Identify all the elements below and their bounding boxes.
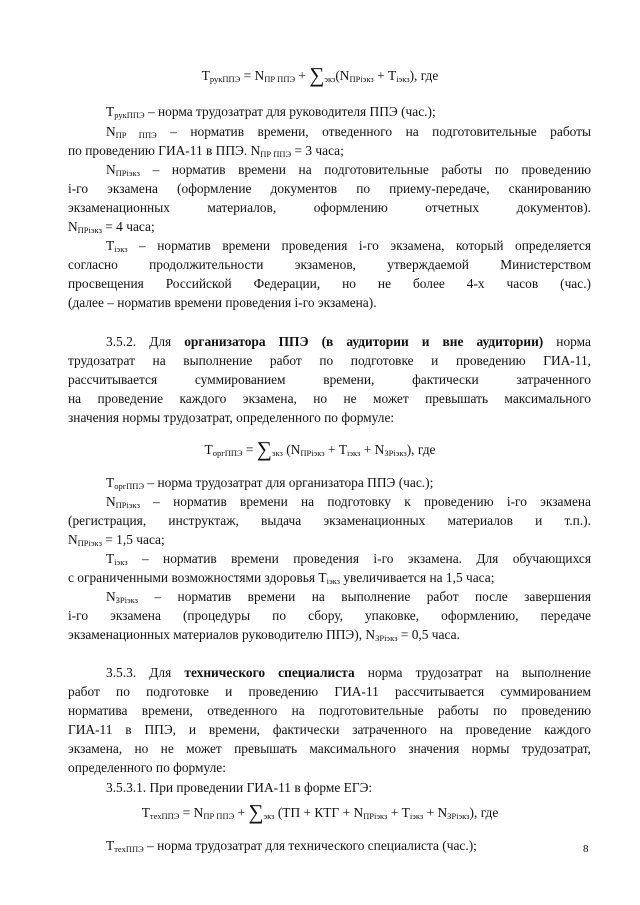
symbol: N — [106, 494, 116, 509]
symbol: N — [106, 589, 116, 604]
definition-line: согласно продолжительности экзаменов, утверждаемой Министерством — [68, 257, 591, 272]
subscript: ПР ППЭ — [115, 130, 157, 140]
definition-text: – норматив времени на подготовку к проведению i-го экзамена — [139, 494, 591, 509]
definition-text: – норматив времени проведения i-го экзамена, который определяется — [127, 238, 591, 253]
definition-line: i-го экзамена (оформление документов по приему-передаче, сканированию — [68, 181, 591, 196]
formula-subscript: ЗРiэкз — [447, 811, 470, 821]
definition-line — [106, 494, 591, 510]
definition-line — [106, 475, 433, 491]
formula-text: (ТП + КТГ + N — [274, 805, 364, 820]
subscript: ПРiэкз — [115, 500, 140, 510]
bold-term: организатора ППЭ (в аудитории и вне аудитории) — [184, 334, 544, 349]
paragraph-text: норма трудозатрат на выполнение — [354, 665, 591, 680]
definition-line — [106, 589, 591, 605]
paragraph-line: ГИА-11 в ППЭ, и времени, фактически затраченного на проведение каждого — [68, 722, 591, 737]
formula-text: ), где — [469, 805, 499, 820]
definition-text: – норматив времени на подготовительные работы по проведению — [139, 162, 591, 177]
formula-text: = N — [240, 68, 265, 83]
formula-subscript: ПРiэкз — [300, 448, 325, 458]
paragraph-line — [106, 334, 591, 350]
formula-subscript: iэкз — [347, 448, 361, 458]
subscript: ЗРiэкз — [115, 595, 139, 605]
definition-text: = 0,5 часа. — [397, 627, 460, 642]
subscript: iэкз — [114, 557, 128, 567]
definition-line — [106, 238, 591, 254]
paragraph-line: трудозатрат на выполнение работ по подготовке и проведению ГИА-11, — [68, 353, 591, 368]
paragraph-text: норма — [543, 334, 591, 349]
formula-subscript: ПРiэкз — [349, 74, 374, 84]
formula-text: + T — [387, 805, 410, 820]
subscript: iэкз — [114, 244, 128, 254]
definition-line: (регистрация, инструктаж, выдача экзаменационных материалов и т.п.). — [68, 513, 591, 528]
formula-text: ), где — [406, 442, 436, 457]
paragraph-text: 3.5.2. Для — [106, 334, 185, 349]
subscript: iэкз — [326, 576, 340, 586]
paragraph-line: на проведение каждого экзамена, но не может превышать максимального — [68, 391, 591, 406]
definition-text: – норматив времени на выполнение работ после завершения — [138, 589, 591, 604]
definition-line — [106, 838, 477, 854]
definition-text: по проведению ГИА-11 в ППЭ. N — [68, 143, 261, 158]
formula-text: = — [242, 442, 257, 457]
definition-text: – норма трудозатрат для организатора ППЭ (час.); — [144, 475, 434, 490]
formula-subscript: ПРiэкз — [363, 811, 388, 821]
formula-subscript: экз — [271, 448, 283, 458]
definition-line — [68, 219, 155, 235]
formula-symbol: T — [204, 442, 213, 457]
definition-line — [106, 104, 436, 120]
symbol: T — [106, 838, 115, 853]
definition-text: = 3 часа; — [291, 143, 344, 158]
paragraph-line: норматива времени, отведенного на подготовительные работы по проведению — [68, 703, 591, 718]
formula-subscript: экз — [263, 811, 275, 821]
definition-line: просвещения Российской Федерации, но не более 4-х часов (час.) — [68, 276, 591, 291]
definition-text: увеличивается на 1,5 часа; — [339, 570, 495, 585]
symbol: T — [106, 475, 115, 490]
subscript: оргППЭ — [114, 481, 145, 491]
paragraph-line: значения нормы трудозатрат, определенного по формуле: — [68, 410, 395, 425]
definition-line — [68, 143, 344, 159]
formula-text: + T — [324, 442, 348, 457]
definition-text: – норматив времени, отведенного на подготовительные работы — [156, 124, 591, 139]
sum-symbol: ∑ — [256, 437, 272, 461]
definition-text: – норма трудозатрат для руководителя ППЭ (час.); — [144, 104, 436, 119]
symbol: T — [106, 104, 115, 119]
formula-text: = N — [179, 805, 204, 820]
formula-subscript: оргППЭ — [212, 448, 243, 458]
formula-tech-ppe — [0, 800, 640, 824]
definition-line: i-го экзамена (процедуры по сбору, упаковке, оформлению, передаче — [68, 608, 591, 623]
definition-line — [68, 570, 494, 586]
definition-text: – норма трудозатрат для технического специалиста (час.); — [143, 838, 477, 853]
formula-subscript: рукППЭ — [209, 74, 241, 84]
subscript: ПРiэкз — [77, 538, 102, 548]
symbol: N — [68, 219, 78, 234]
sum-symbol: ∑ — [309, 63, 325, 87]
subscript: ПРiэкз — [115, 168, 140, 178]
formula-text: (N — [282, 442, 301, 457]
paragraph-text: 3.5.3. Для — [106, 665, 185, 680]
paragraph-line — [106, 665, 591, 681]
definition-line — [68, 532, 165, 548]
sum-symbol: ∑ — [248, 800, 264, 824]
definition-text: экзаменационных материалов руководителю ППЭ), N — [68, 627, 376, 642]
symbol: N — [106, 124, 116, 139]
paragraph-line: экзамена, но не может превышать максимального значения нормы трудозатрат, — [68, 741, 591, 756]
formula-text: ), где — [409, 68, 439, 83]
bold-term: технического специалиста — [184, 665, 355, 680]
formula-subscript: техППЭ — [149, 811, 180, 821]
definition-line: экзаменационных материалов, оформлению отчетных документов). — [68, 200, 591, 215]
definition-line — [68, 627, 460, 643]
definition-text: – норматив времени проведения i-го экзамена. Для обучающихся — [127, 551, 591, 566]
formula-text: + N — [423, 805, 448, 820]
symbol: N — [68, 532, 78, 547]
subscript: ПРiэкз — [77, 225, 102, 235]
definition-text: = 1,5 часа; — [101, 532, 165, 547]
definition-line — [106, 124, 591, 140]
formula-symbol: T — [141, 805, 150, 820]
formula-text: + — [295, 68, 310, 83]
formula-subscript: ЗРiэкз — [384, 448, 407, 458]
symbol: T — [106, 551, 115, 566]
definition-line — [106, 162, 591, 178]
formula-subscript: iэкз — [409, 811, 424, 821]
subscript: рукППЭ — [114, 110, 145, 120]
formula-symbol: T — [201, 68, 210, 83]
definition-line — [106, 551, 591, 567]
definition-text: = 4 часа; — [101, 219, 155, 234]
formula-subscript: ПР ППЭ — [264, 74, 296, 84]
subsection-heading: 3.5.3.1. При проведении ГИА-11 в форме ЕГЭ: — [106, 780, 373, 795]
formula-text: + — [234, 805, 249, 820]
formula-ruk-ppe — [0, 63, 640, 87]
subscript: ПР ППЭ — [260, 149, 292, 159]
subscript: ЗРiэкз — [375, 633, 398, 643]
formula-org-ppe — [0, 437, 640, 461]
formula-subscript: iэкз — [396, 74, 410, 84]
symbol: T — [106, 238, 115, 253]
paragraph-line: работ по подготовке и проведению ГИА-11 рассчитывается суммированием — [68, 684, 591, 699]
symbol: N — [106, 162, 116, 177]
formula-text: (N — [335, 68, 350, 83]
formula-text: + N — [360, 442, 385, 457]
definition-text: с ограниченными возможностями здоровья T — [68, 570, 327, 585]
formula-text: + T — [373, 68, 397, 83]
page-number: 8 — [583, 843, 589, 855]
paragraph-line: определенного по формуле: — [68, 760, 226, 775]
definition-line: (далее – норматив времени проведения i-го экзамена). — [68, 295, 377, 310]
formula-subscript: ПР ППЭ — [203, 811, 235, 821]
formula-subscript: экз — [324, 74, 336, 84]
paragraph-line: рассчитывается суммированием времени, фактически затраченного — [68, 372, 591, 387]
subscript: техППЭ — [114, 844, 144, 854]
